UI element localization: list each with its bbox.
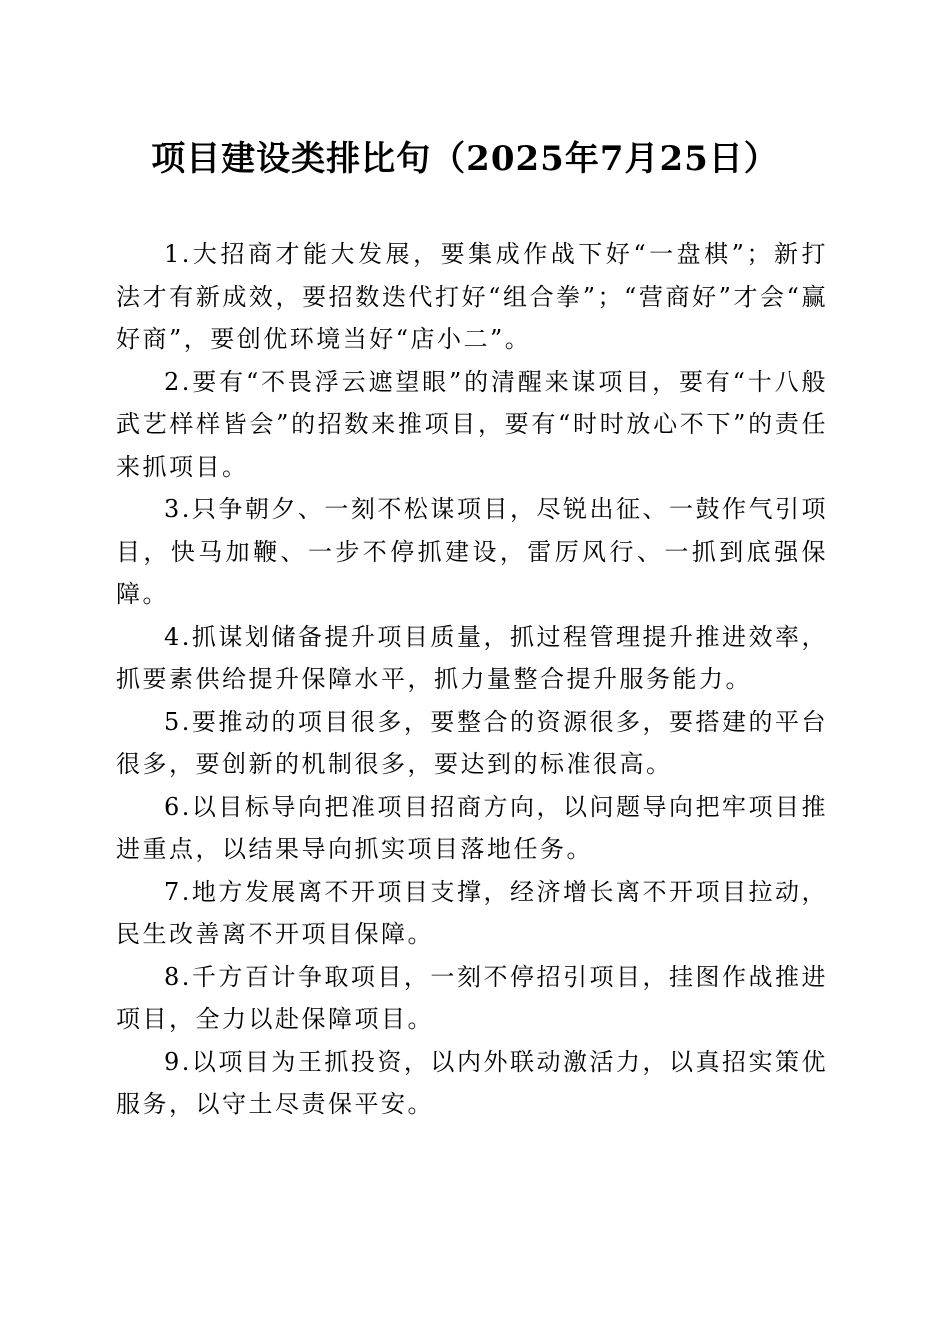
- paragraph-9: 9.以项目为王抓投资，以内外联动激活力，以真招实策优服务，以守土尽责保平安。: [116, 1047, 828, 1118]
- paragraph-8: 8.千方百计争取项目，一刻不停招引项目，挂图作战推进项目，全力以赴保障项目。: [116, 962, 828, 1033]
- paragraph-2: 2.要有“不畏浮云遮望眼”的清醒来谋项目，要有“十八般武艺样样皆会”的招数来推项目，要有“时时放心不下”的责任来抓项目。: [116, 367, 828, 481]
- paragraph-7: 7.地方发展离不开项目支撑，经济增长离不开项目拉动，民生改善离不开项目保障。: [116, 877, 828, 948]
- paragraph-6: 6.以目标导向把准项目招商方向，以问题导向把牢项目推进重点，以结果导向抓实项目落地任务。: [116, 792, 828, 863]
- document-body: [116, 233, 828, 1126]
- paragraph-5: 5.要推动的项目很多，要整合的资源很多，要搭建的平台很多，要创新的机制很多，要达到的标准很高。: [116, 707, 828, 778]
- paragraph-1: 1.大招商才能大发展，要集成作战下好“一盘棋”；新打法才有新成效，要招数迭代打好“组合拳”；“营商好”才会“赢好商”，要创优环境当好“店小二”。: [116, 240, 828, 353]
- paragraph-3: 3.只争朝夕、一刻不松谋项目，尽锐出征、一鼓作气引项目，快马加鞭、一步不停抓建设，雷厉风行、一抓到底强保障。: [116, 495, 828, 608]
- page-title: 项目建设类排比句（2025年7月25日）: [151, 139, 779, 179]
- paragraph-4: 4.抓谋划储备提升项目质量，抓过程管理提升推进效率，抓要素供给提升保障水平，抓力量整合提升服务能力。: [116, 622, 828, 693]
